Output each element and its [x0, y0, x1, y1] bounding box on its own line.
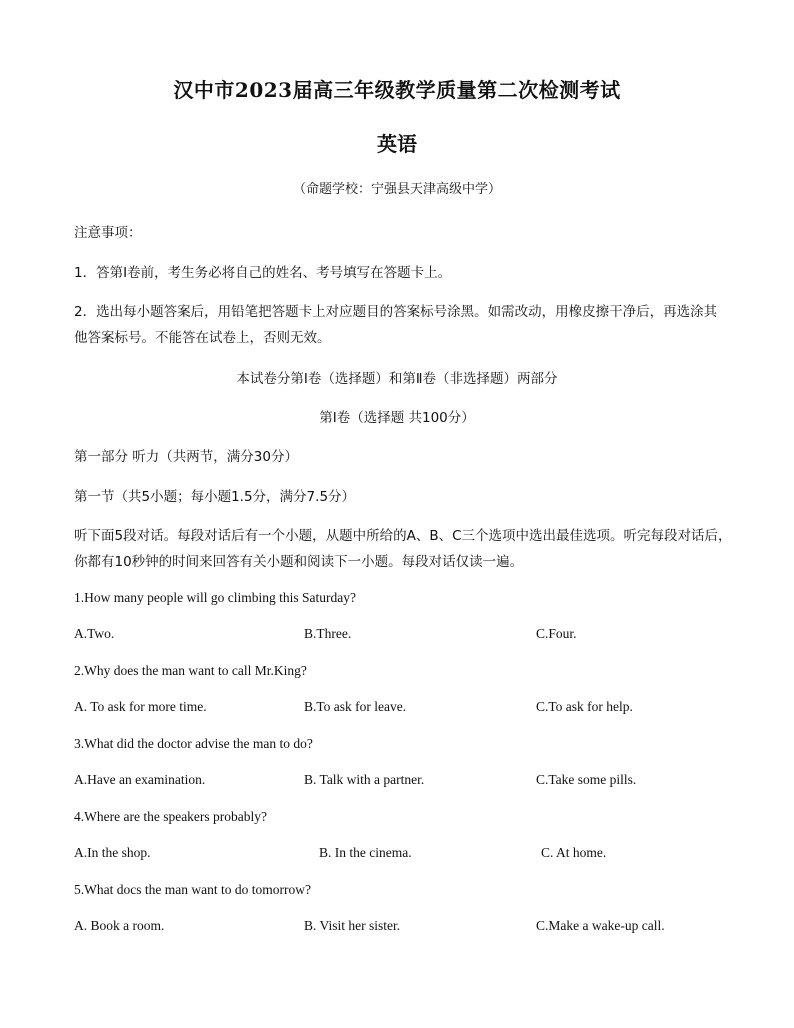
question-1-option-b: B.Three.	[304, 626, 352, 641]
subject-title: 英语	[377, 132, 417, 156]
question-4-option-c: C. At home.	[541, 845, 607, 860]
exam-title: 汉中市2023届高三年级教学质量第二次检测考试	[173, 78, 621, 102]
volume-1-heading: 第Ⅰ卷（选择题 共100分）	[319, 410, 475, 426]
question-3-option-a: A.Have an examination.	[74, 772, 206, 787]
notice-item-2-line-1: 2．选出每小题答案后，用铅笔把答题卡上对应题目的答案标号涂黑。如需改动，用橡皮擦干净后，再选涂其	[74, 304, 718, 320]
question-5-stem: 5.What docs the man want to do tomorrow?	[74, 882, 311, 897]
question-3-option-c: C.Take some pills.	[536, 772, 637, 787]
part-1-heading: 第一部分 听力（共两节，满分30分）	[74, 449, 298, 465]
question-1-option-a: A.Two.	[74, 626, 115, 641]
notice-item-2-line-2: 他答案标号。不能答在试卷上，否则无效。	[74, 330, 331, 346]
question-5-option-a: A. Book a room.	[74, 918, 165, 933]
question-2-option-c: C.To ask for help.	[536, 699, 633, 714]
notice-heading: 注意事项：	[74, 225, 142, 241]
question-2-stem: 2.Why does the man want to call Mr.King?	[74, 663, 307, 678]
setter-school: （命题学校：宁强县天津高级中学）	[292, 182, 501, 197]
notice-item-1: 1．答第Ⅰ卷前，考生务必将自己的姓名、考号填写在答题卡上。	[74, 265, 452, 281]
question-3-option-b: B. Talk with a partner.	[304, 772, 425, 787]
question-4-option-b: B. In the cinema.	[319, 845, 412, 860]
question-3-stem: 3.What did the doctor advise the man to do?	[74, 736, 313, 751]
question-2-option-b: B.To ask for leave.	[304, 699, 407, 714]
question-1-stem: 1.How many people will go climbing this Saturday?	[74, 590, 356, 605]
question-4-stem: 4.Where are the speakers probably?	[74, 809, 268, 824]
question-1-option-c: C.Four.	[536, 626, 577, 641]
question-5-option-b: B. Visit her sister.	[304, 918, 401, 933]
instructions-line-2: 你都有10秒钟的时间来回答有关小题和阅读下一小题。每段对话仅读一遍。	[74, 554, 524, 570]
instructions-line-1: 听下面5段对话。每段对话后有一个小题，从题中所给的A、B、C三个选项中选出最佳选项。听完每段对话后，	[74, 528, 732, 544]
section-1-heading: 第一节（共5小题；每小题1.5分，满分7.5分）	[74, 489, 356, 505]
question-4-option-a: A.In the shop.	[74, 845, 151, 860]
question-5-option-c: C.Make a wake-up call.	[536, 918, 665, 933]
paper-structure: 本试卷分第Ⅰ卷（选择题）和第Ⅱ卷（非选择题）两部分	[236, 371, 558, 387]
question-2-option-a: A. To ask for more time.	[74, 699, 207, 714]
